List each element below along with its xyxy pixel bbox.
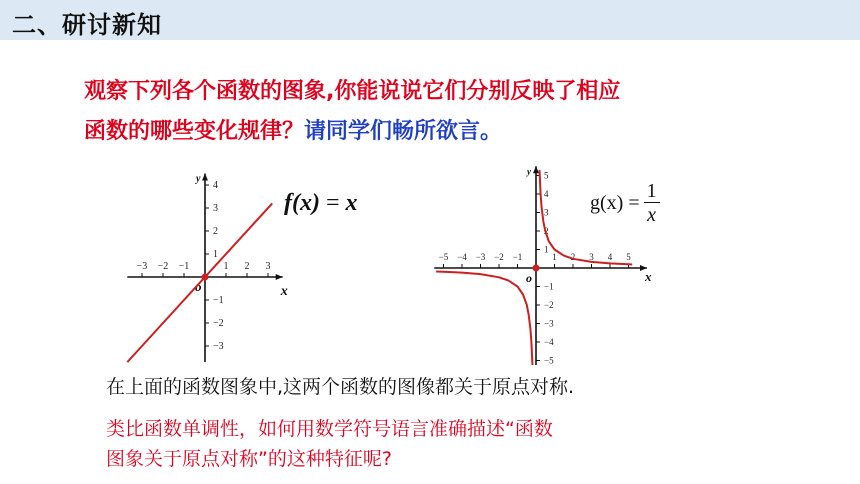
function-curve-2 <box>436 272 532 366</box>
y-tick-label: 4 <box>544 189 549 199</box>
question2-line-2: 图象关于原点对称”的这种特征呢? <box>106 448 392 470</box>
y-tick-label: 2 <box>544 226 549 236</box>
x-axis-label: x <box>280 284 288 299</box>
origin-label: o <box>195 279 202 294</box>
question-line-2 <box>84 114 502 145</box>
x-axis-label: x <box>645 269 652 284</box>
y-tick-label: −1 <box>544 281 554 292</box>
y-tick-label: 2 <box>213 226 218 237</box>
x-tick-label: 2 <box>244 261 250 272</box>
symmetry-statement: 在上面的函数图象中,这两个函数的图像都关于原点对称. <box>106 376 575 398</box>
x-tick-label: −1 <box>512 252 523 262</box>
y-tick-label: 1 <box>213 249 218 260</box>
x-tick-label: −2 <box>494 252 504 262</box>
x-tick-label: −5 <box>438 252 449 262</box>
formula-f-var: (x) <box>292 190 320 216</box>
x-tick-label: 3 <box>589 252 594 262</box>
x-tick-label: −4 <box>457 252 467 262</box>
x-tick-label: −3 <box>136 261 148 272</box>
y-tick-label: −3 <box>544 318 554 329</box>
x-tick-label: 3 <box>265 261 271 272</box>
formula-g-den: x <box>647 204 657 226</box>
graph-identity <box>110 165 410 370</box>
x-axis-arrow <box>276 274 283 280</box>
y-tick-label: 4 <box>213 180 218 191</box>
formula-f-eq: = <box>325 190 340 216</box>
x-tick-label: −2 <box>157 261 169 272</box>
y-tick-label: −3 <box>213 341 224 352</box>
formula-f-lhs: f <box>284 190 292 216</box>
y-tick-label: −2 <box>213 318 224 329</box>
page-title: 二、研讨新知 <box>12 11 162 39</box>
function-curve-1 <box>127 203 272 362</box>
question-line-1: 观察下列各个函数的图象,你能说说它们分别反映了相应 <box>84 79 621 104</box>
x-tick-label: −1 <box>178 261 190 272</box>
y-axis-label: y <box>196 173 201 185</box>
y-tick-label: −4 <box>544 337 554 347</box>
y-axis-label: y <box>527 166 531 177</box>
y-tick-label: 3 <box>544 207 549 218</box>
formula-f <box>284 190 358 217</box>
x-tick-label: 4 <box>607 252 613 262</box>
y-axis-arrow <box>533 166 539 173</box>
y-axis-arrow <box>202 174 208 181</box>
x-tick-label: 1 <box>552 252 557 262</box>
y-tick-label: 5 <box>544 170 549 181</box>
x-tick-label: 5 <box>626 252 631 262</box>
y-tick-label: 1 <box>544 244 549 255</box>
y-tick-label: −5 <box>544 355 554 365</box>
formula-g <box>590 180 660 227</box>
x-tick-label: 2 <box>570 252 576 262</box>
y-tick-label: −1 <box>213 295 224 306</box>
formula-g-fraction <box>644 180 660 227</box>
formula-g-num: 1 <box>646 180 657 202</box>
origin-point <box>533 265 540 272</box>
formula-f-rhs: x <box>345 190 358 216</box>
y-tick-label: −2 <box>544 300 554 310</box>
formula-g-lhs: g(x) = <box>590 192 640 214</box>
question-line-2-red: 函数的哪些变化规律？ <box>84 119 305 144</box>
origin-label: o <box>526 271 532 285</box>
question-line-2-blue: 请同学们畅所欲言。 <box>304 119 503 144</box>
origin-point <box>202 274 209 281</box>
x-tick-label: 1 <box>223 261 229 272</box>
graph-identity-group <box>127 174 287 363</box>
question2-line-1: 类比函数单调性，如何用数学符号语言准确描述“函数 <box>106 418 553 440</box>
x-tick-label: −3 <box>475 252 486 262</box>
y-tick-label: 3 <box>213 203 218 214</box>
